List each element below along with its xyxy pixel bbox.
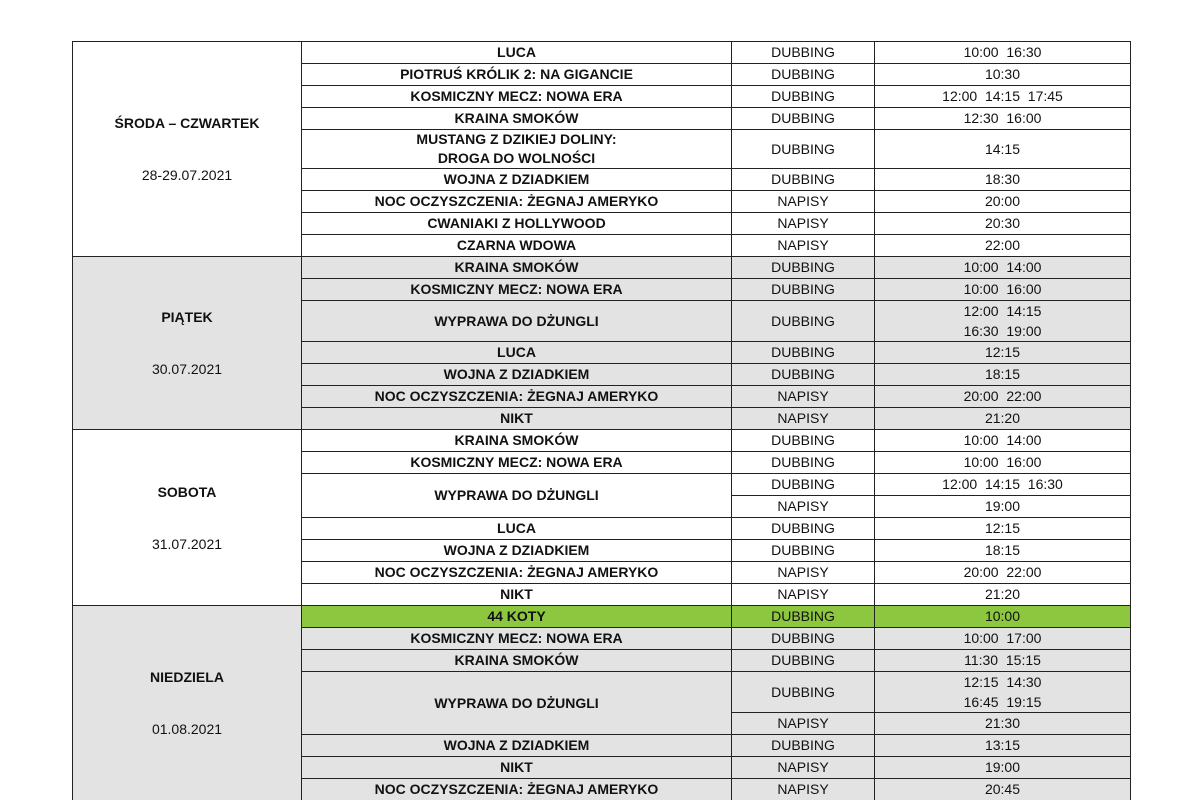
version-type: DUBBING xyxy=(732,606,875,628)
version-type: DUBBING xyxy=(732,628,875,650)
cinema-schedule-table xyxy=(72,41,1131,800)
version-type: DUBBING xyxy=(732,42,875,64)
version-type: DUBBING xyxy=(732,108,875,130)
movie-title: PIOTRUŚ KRÓLIK 2: NA GIGANCIE xyxy=(302,64,732,86)
version-type: NAPISY xyxy=(732,386,875,408)
showtimes: 20:30 xyxy=(875,213,1131,235)
movie-title: LUCA xyxy=(302,518,732,540)
version-type: DUBBING xyxy=(732,474,875,496)
showtimes: 18:30 xyxy=(875,169,1131,191)
movie-title: WOJNA Z DZIADKIEM xyxy=(302,169,732,191)
showtimes: 10:00 xyxy=(875,606,1131,628)
showtimes: 20:45 xyxy=(875,779,1131,800)
showtimes: 20:00 xyxy=(875,191,1131,213)
schedule-row xyxy=(73,430,1131,452)
movie-title: NIKT xyxy=(302,757,732,779)
showtimes: 12:15 xyxy=(875,342,1131,364)
showtimes: 10:00 14:00 xyxy=(875,257,1131,279)
showtimes: 22:00 xyxy=(875,235,1131,257)
showtimes: 14:15 xyxy=(875,130,1131,169)
movie-title: LUCA xyxy=(302,42,732,64)
day-name: ŚRODA – CZWARTEK xyxy=(114,115,260,131)
version-type: DUBBING xyxy=(732,279,875,301)
day-name: NIEDZIELA xyxy=(150,669,224,685)
day-name: PIĄTEK xyxy=(161,309,213,325)
version-type: NAPISY xyxy=(732,779,875,800)
day-cell xyxy=(73,430,302,606)
version-type: NAPISY xyxy=(732,191,875,213)
showtimes: 10:00 17:00 xyxy=(875,628,1131,650)
day-cell xyxy=(73,257,302,430)
showtimes: 10:00 14:00 xyxy=(875,430,1131,452)
movie-title: WOJNA Z DZIADKIEM xyxy=(302,735,732,757)
movie-title: KOSMICZNY MECZ: NOWA ERA xyxy=(302,86,732,108)
version-type: NAPISY xyxy=(732,235,875,257)
version-type: NAPISY xyxy=(732,562,875,584)
showtimes: 19:00 xyxy=(875,757,1131,779)
movie-title: WOJNA Z DZIADKIEM xyxy=(302,364,732,386)
movie-title: KOSMICZNY MECZ: NOWA ERA xyxy=(302,452,732,474)
movie-title: CZARNA WDOWA xyxy=(302,235,732,257)
movie-title: KOSMICZNY MECZ: NOWA ERA xyxy=(302,279,732,301)
movie-title: KRAINA SMOKÓW xyxy=(302,257,732,279)
version-type: DUBBING xyxy=(732,540,875,562)
movie-title: WYPRAWA DO DŻUNGLI xyxy=(302,672,732,735)
movie-title: 44 KOTY xyxy=(302,606,732,628)
version-type: DUBBING xyxy=(732,735,875,757)
schedule-row xyxy=(73,606,1131,628)
showtimes: 10:00 16:30 xyxy=(875,42,1131,64)
movie-title: NOC OCZYSZCZENIA: ŻEGNAJ AMERYKO xyxy=(302,386,732,408)
version-type: DUBBING xyxy=(732,342,875,364)
day-name: SOBOTA xyxy=(157,483,217,500)
version-type: DUBBING xyxy=(732,86,875,108)
version-type: NAPISY xyxy=(732,584,875,606)
movie-title: NIKT xyxy=(302,408,732,430)
movie-title: NOC OCZYSZCZENIA: ŻEGNAJ AMERYKO xyxy=(302,191,732,213)
movie-title: KRAINA SMOKÓW xyxy=(302,650,732,672)
version-type: NAPISY xyxy=(732,408,875,430)
version-type: DUBBING xyxy=(732,650,875,672)
version-type: DUBBING xyxy=(732,169,875,191)
day-date: 31.07.2021 xyxy=(151,535,223,552)
movie-title: NOC OCZYSZCZENIA: ŻEGNAJ AMERYKO xyxy=(302,779,732,800)
showtimes: 21:20 xyxy=(875,584,1131,606)
version-type: DUBBING xyxy=(732,64,875,86)
showtimes: 21:20 xyxy=(875,408,1131,430)
movie-title: NIKT xyxy=(302,584,732,606)
showtimes: 12:30 16:00 xyxy=(875,108,1131,130)
showtimes: 18:15 xyxy=(875,364,1131,386)
version-type: DUBBING xyxy=(732,452,875,474)
day-cell xyxy=(73,606,302,800)
version-type: DUBBING xyxy=(732,301,875,342)
showtimes: 20:00 22:00 xyxy=(875,562,1131,584)
movie-title: CWANIAKI Z HOLLYWOOD xyxy=(302,213,732,235)
showtimes: 20:00 22:00 xyxy=(875,386,1131,408)
movie-title: WOJNA Z DZIADKIEM xyxy=(302,540,732,562)
movie-title: NOC OCZYSZCZENIA: ŻEGNAJ AMERYKO xyxy=(302,562,732,584)
showtimes: 19:00 xyxy=(875,496,1131,518)
showtimes: 13:15 xyxy=(875,735,1131,757)
version-type: NAPISY xyxy=(732,213,875,235)
schedule-body xyxy=(73,42,1131,800)
movie-title: WYPRAWA DO DŻUNGLI xyxy=(302,301,732,342)
showtimes: 11:30 15:15 xyxy=(875,650,1131,672)
movie-title: KRAINA SMOKÓW xyxy=(302,430,732,452)
showtimes: 12:00 14:15 16:30 19:00 xyxy=(875,301,1131,342)
day-date: 30.07.2021 xyxy=(151,361,223,377)
showtimes: 18:15 xyxy=(875,540,1131,562)
day-date: 28-29.07.2021 xyxy=(141,167,233,183)
version-type: DUBBING xyxy=(732,257,875,279)
movie-title: LUCA xyxy=(302,342,732,364)
schedule-row xyxy=(73,42,1131,64)
showtimes: 21:30 xyxy=(875,713,1131,735)
version-type: DUBBING xyxy=(732,364,875,386)
showtimes: 12:15 14:30 16:45 19:15 xyxy=(875,672,1131,713)
day-date: 01.08.2021 xyxy=(151,721,223,737)
schedule-row xyxy=(73,257,1131,279)
version-type: NAPISY xyxy=(732,496,875,518)
showtimes: 10:30 xyxy=(875,64,1131,86)
showtimes: 12:00 14:15 17:45 xyxy=(875,86,1131,108)
showtimes: 12:00 14:15 16:30 xyxy=(875,474,1131,496)
showtimes: 10:00 16:00 xyxy=(875,452,1131,474)
day-cell xyxy=(73,42,302,257)
showtimes: 12:15 xyxy=(875,518,1131,540)
version-type: NAPISY xyxy=(732,713,875,735)
version-type: DUBBING xyxy=(732,518,875,540)
version-type: DUBBING xyxy=(732,672,875,713)
version-type: DUBBING xyxy=(732,430,875,452)
movie-title: MUSTANG Z DZIKIEJ DOLINY: DROGA DO WOLNOŚCI xyxy=(302,130,732,169)
movie-title: KOSMICZNY MECZ: NOWA ERA xyxy=(302,628,732,650)
version-type: DUBBING xyxy=(732,130,875,169)
showtimes: 10:00 16:00 xyxy=(875,279,1131,301)
version-type: NAPISY xyxy=(732,757,875,779)
movie-title: KRAINA SMOKÓW xyxy=(302,108,732,130)
movie-title: WYPRAWA DO DŻUNGLI xyxy=(302,474,732,518)
